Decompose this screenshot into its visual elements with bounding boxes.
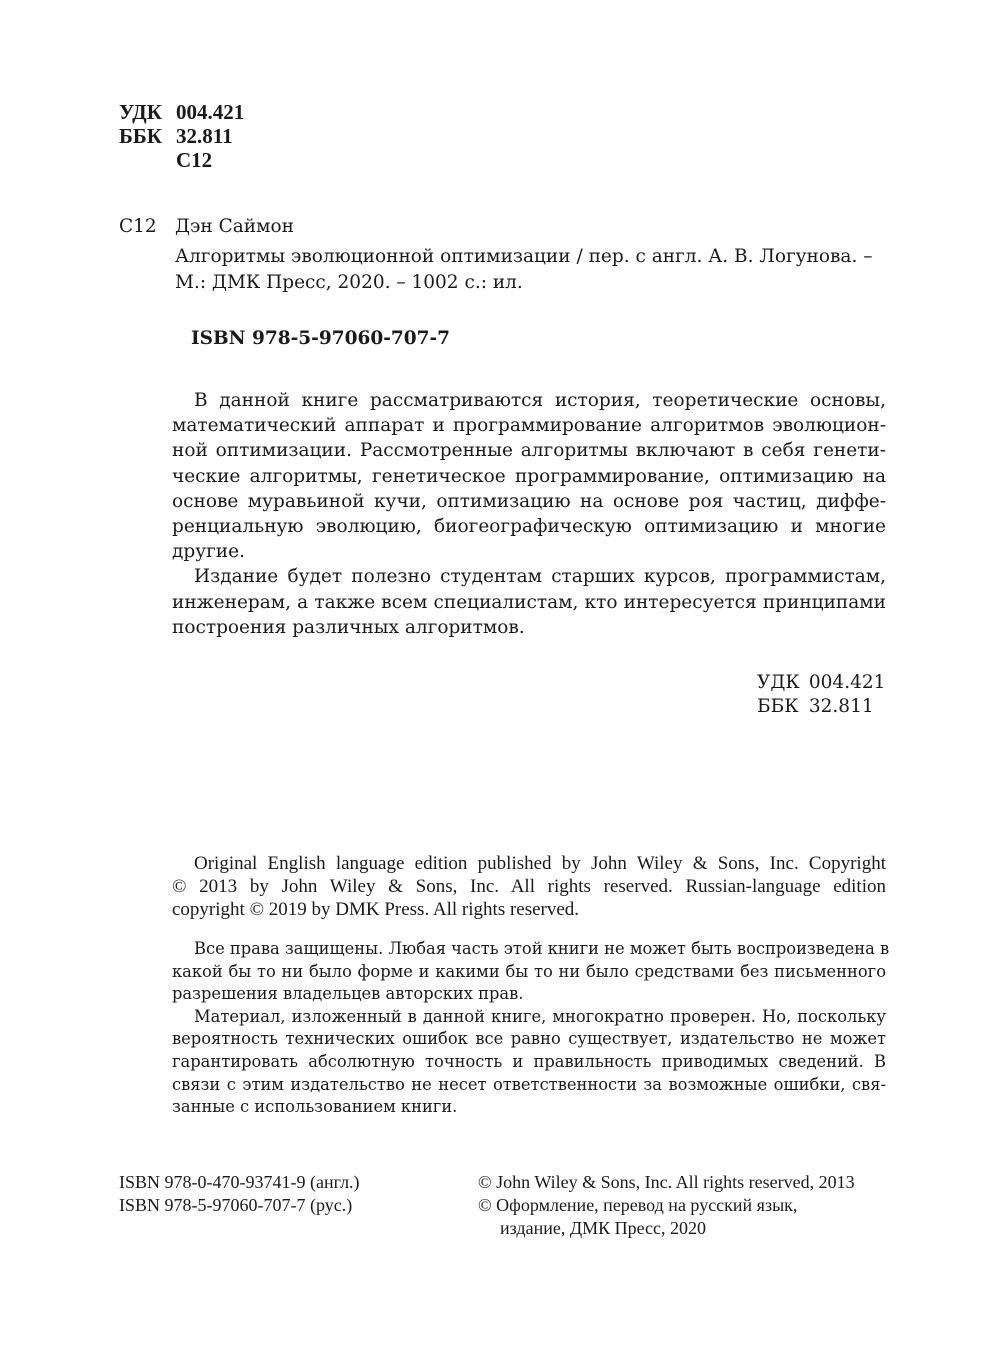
rights-notice xyxy=(172,938,890,1119)
bbk-value: 32.811 xyxy=(176,124,233,148)
udk-label: УДК xyxy=(119,100,162,124)
annotation xyxy=(172,388,886,640)
annotation-line: ческие алгоритмы, генетическое программирование, оптимизацию на xyxy=(172,465,886,487)
catalog-code: С12 xyxy=(119,216,157,237)
isbn-original: ISBN 978-0-470-93741-9 (англ.) xyxy=(119,1172,360,1192)
index-udk-label: УДК xyxy=(757,672,800,693)
udk-row xyxy=(119,100,244,124)
catalog-author: Дэн Саймон xyxy=(175,216,294,237)
copyright-line: copyright © 2019 by DMK Press. All rights reserved. xyxy=(172,899,580,920)
rights-line: разрешения владельцев авторских прав. xyxy=(172,984,524,1004)
isbn-main: ISBN 978-5-97060-707-7 xyxy=(191,328,451,349)
rights-line: Материал, изложенный в данной книге, многократно проверен. Но, поскольку xyxy=(194,1006,886,1026)
rights-line: вероятность технических ошибок все равно существует, издательство не может xyxy=(172,1029,886,1049)
index-udk-value: 004.421 xyxy=(808,672,886,693)
annotation-line: основе муравьиной кучи, оптимизацию на основе роя частиц, диффе- xyxy=(172,490,886,512)
copyright-dmk-cont: издание, ДМК Пресс, 2020 xyxy=(500,1218,707,1238)
catalog-description xyxy=(175,244,887,296)
annotation-line: ренциальную эволюцию, биогеографическую оптимизацию и многие xyxy=(172,516,886,538)
copyright-line: Original English language edition published by John Wiley & Sons, Inc. Copyright xyxy=(194,853,886,874)
catalog-description-line: Алгоритмы эволюционной оптимизации / пер. с англ. А. В. Логунова. – xyxy=(175,246,873,267)
isbn-russian: ISBN 978-5-97060-707-7 (рус.) xyxy=(119,1195,353,1215)
annotation-line: ной оптимизации. Рассмотренные алгоритмы включают в себя генети- xyxy=(172,440,886,462)
copyright-dmk: © Оформление, перевод на русский язык, xyxy=(478,1195,798,1215)
copyright-wiley: © John Wiley & Sons, Inc. All rights reserved, 2013 xyxy=(478,1172,855,1192)
copyright-list xyxy=(478,1171,855,1240)
udk-value: 004.421 xyxy=(176,100,245,124)
rights-line: занные с использованием книги. xyxy=(172,1097,458,1117)
catalog-description-line: М.: ДМК Пресс, 2020. – 1002 с.: ил. xyxy=(175,272,523,293)
annotation-line: инженерам, а также всем специалистам, кто интересуется принципами xyxy=(172,591,886,613)
author-mark: С12 xyxy=(176,148,213,172)
copyright-notice xyxy=(172,852,886,921)
isbn-list xyxy=(119,1171,360,1217)
index-bbk-value: 32.811 xyxy=(808,696,874,717)
annotation-line: математический аппарат и программирование алгоритмов эволюцион- xyxy=(172,415,886,437)
bbk-row xyxy=(119,124,244,148)
rights-line: Все права защищены. Любая часть этой книги не может быть воспроизведена в xyxy=(194,939,890,958)
index-bbk-label: ББК xyxy=(757,696,799,717)
author-mark-row xyxy=(119,148,244,172)
annotation-line: построения различных алгоритмов. xyxy=(172,616,525,638)
rights-line: гарантировать абсолютную точность и правильность приводимых сведений. В xyxy=(172,1051,886,1071)
bbk-label: ББК xyxy=(119,124,162,148)
rights-line: связи с этим издательство не несет ответственности за возможные ошибки, свя- xyxy=(172,1074,886,1094)
annotation-line: В данной книге рассматриваются история, теоретические основы, xyxy=(194,390,886,411)
rights-line: какой бы то ни было форме и какими бы то ни было средствами без письменного xyxy=(172,961,886,981)
copyright-line: © 2013 by John Wiley & Sons, Inc. All rights reserved. Russian-language edition xyxy=(172,876,886,897)
index-right xyxy=(757,671,885,719)
classification-block xyxy=(119,100,244,172)
annotation-line: Издание будет полезно студентам старших курсов, программистам, xyxy=(194,566,886,588)
annotation-line: другие. xyxy=(172,541,245,563)
